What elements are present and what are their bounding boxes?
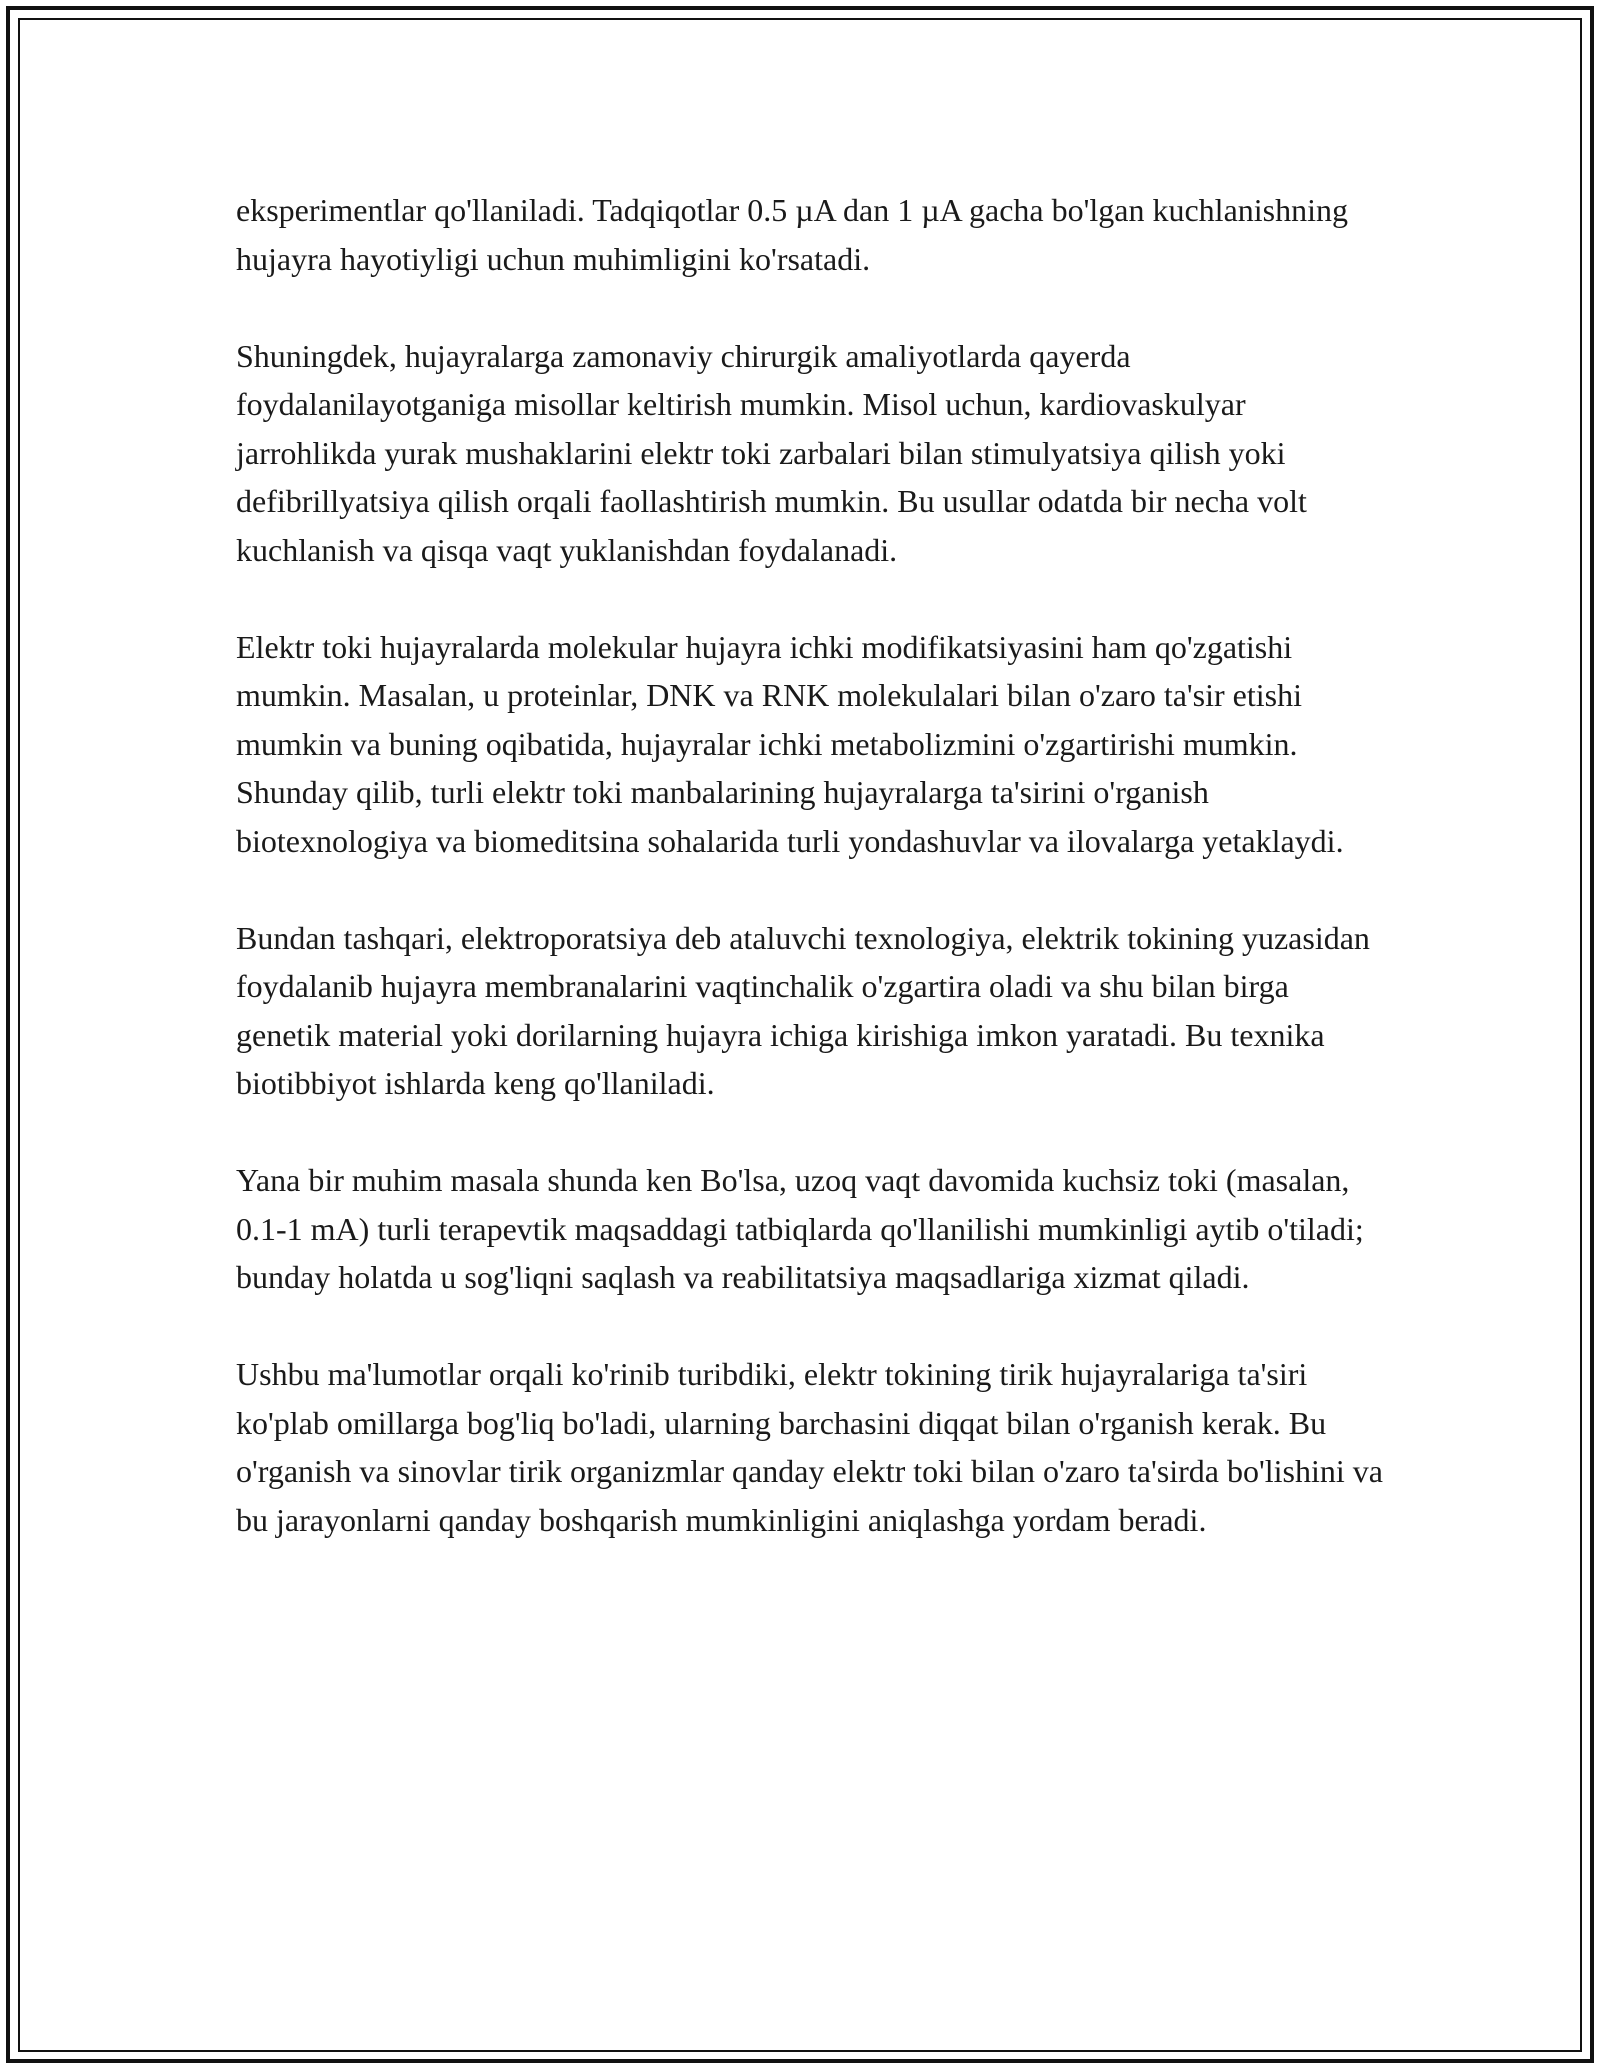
paragraph-2: Shuningdek, hujayralarga zamonaviy chirurgik amaliyotlarda qayerda foydalanilayotganiga misollar keltirish mumkin. Misol uchun, kardiovaskulyar jarrohlikda yurak mushaklarini elektr toki zarbalari bilan stimulyatsiya qilish yoki defibrillyatsiya qilish orqali faollashtirish mumkin. Bu usullar odatda bir necha volt kuchlanish va qisqa vaqt yuklanishdan foydalanadi.: [236, 337, 1307, 568]
paragraph-3: Elektr toki hujayralarda molekular hujayra ichki modifikatsiyasini ham qo'zgatishi mumkin. Masalan, u proteinlar, DNK va RNK molekulalari bilan o'zaro ta'sir etishi mumkin va buning oqibatida, hujayralar ichki metabolizmini o'zgartirishi mumkin. Shunday qilib, turli elektr toki manbalarining hujayralarga ta'sirini o'rganish biotexnologiya va biomeditsina sohalarida turli yondashuvlar va ilovalarga yetaklaydi.: [236, 628, 1344, 859]
document-body: [236, 186, 1386, 1544]
paragraph-1: eksperimentlar qo'llaniladi. Tadqiqotlar 0.5 µA dan 1 µA gacha bo'lgan kuchlanishning hujayra hayotiyligi uchun muhimligini ko'rsatadi.: [236, 192, 1348, 277]
paragraph-6: Ushbu ma'lumotlar orqali ko'rinib turibdiki, elektr tokining tirik hujayralariga ta'siri ko'plab omillarga bog'liq bo'ladi, ularning barchasini diqqat bilan o'rganish kerak. Bu o'rganish va sinovlar tirik organizmlar qanday elektr toki bilan o'zaro ta'sirda bo'lishini va bu jarayonlarni qanday boshqarish mumkinligini aniqlashga yordam beradi.: [236, 1356, 1383, 1538]
paragraph-4: Bundan tashqari, elektroporatsiya deb ataluvchi texnologiya, elektrik tokining yuzasidan foydalanib hujayra membranalarini vaqtinchalik o'zgartira oladi va shu bilan birga genetik material yoki dorilarning hujayra ichiga kirishiga imkon yaratadi. Bu texnika biotibbiyot ishlarda keng qo'llaniladi.: [236, 919, 1370, 1101]
paragraph-5: Yana bir muhim masala shunda ken Bo'lsa, uzoq vaqt davomida kuchsiz toki (masalan, 0.1-1 mA) turli terapevtik maqsaddagi tatbiqlarda qo'llanilishi mumkinligi aytib o'tiladi; bunday holatda u sog'liqni saqlash va reabilitatsiya maqsadlariga xizmat qiladi.: [236, 1162, 1364, 1295]
